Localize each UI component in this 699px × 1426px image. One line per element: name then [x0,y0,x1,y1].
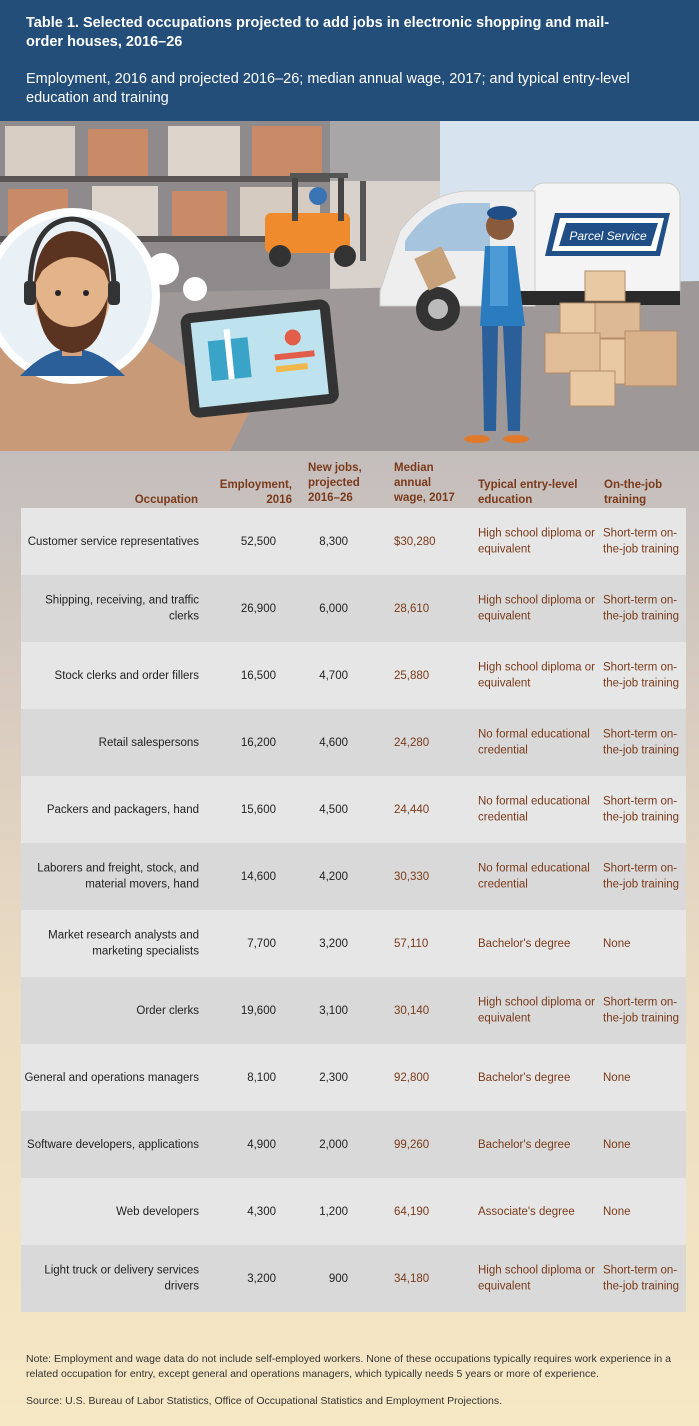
cell-training: Short-term on-the-job training [603,996,680,1025]
col-header-wage: Median annual wage, 2017 [394,462,455,504]
truck-label: Parcel Service [569,229,647,243]
cell-wage: 30,330 [394,870,430,883]
tablet-shopping-icon [180,298,340,418]
table-row [21,1178,686,1245]
cell-wage: 92,800 [394,1071,430,1084]
table-row [21,1111,686,1178]
cell-education: High school diploma or equivalent [478,661,595,690]
cell-occupation: Software developers, applications [27,1138,199,1151]
cell-employment: 3,200 [247,1272,276,1285]
cell-education: Associate's degree [478,1205,575,1218]
cell-new-jobs: 4,700 [319,669,348,682]
cell-new-jobs: 4,500 [319,803,348,816]
cell-training: Short-term on-the-job training [603,594,680,623]
table-row [21,910,686,977]
cell-employment: 15,600 [240,803,276,816]
cell-wage: 34,180 [394,1272,430,1285]
cell-occupation: Stock clerks and order fillers [54,669,199,682]
col-header-occupation: Occupation [134,494,198,506]
cell-employment: 4,300 [247,1205,276,1218]
table-source: Source: U.S. Bureau of Labor Statistics, Office of Occupational Statistics and Employment Projections. [26,1395,503,1407]
cell-education: No formal educational credential [478,862,590,891]
table-note: Note: Employment and wage data do not include self-employed workers. None of these occupations typically requires work experience in a related occupation for entry, except general and operations managers, which typically needs 5 years or more of experience. [26,1353,671,1380]
cell-education: High school diploma or equivalent [478,1264,595,1293]
cell-wage: 99,260 [394,1138,430,1151]
header-banner [0,0,699,121]
cell-training: None [603,1138,631,1151]
cell-education: No formal educational credential [478,728,590,757]
cell-occupation: Customer service representatives [27,535,199,548]
cell-new-jobs: 900 [328,1272,348,1285]
table-row [21,843,686,910]
cell-employment: 16,500 [240,669,276,682]
cell-employment: 4,900 [247,1138,276,1151]
warehouse-illustration [0,121,699,451]
cell-occupation: Retail salespersons [98,736,199,749]
cell-education: High school diploma or equivalent [478,996,595,1025]
cell-education: High school diploma or equivalent [478,527,595,556]
cell-occupation: Web developers [116,1205,199,1218]
cell-employment: 16,200 [240,736,276,749]
cell-new-jobs: 3,100 [319,1004,348,1017]
cell-wage: 24,440 [394,803,430,816]
cell-employment: 7,700 [247,937,276,950]
cell-new-jobs: 6,000 [319,602,348,615]
col-header-employment: Employment, 2016 [219,479,292,506]
table-row [21,575,686,642]
col-header-training: On-the-job training [604,479,663,506]
table-row [21,508,686,575]
table-row [21,709,686,776]
cell-new-jobs: 1,200 [319,1205,348,1218]
cell-training: Short-term on-the-job training [603,1264,680,1293]
cell-employment: 14,600 [240,870,276,883]
col-header-education: Typical entry-level education [478,479,578,506]
cell-training: Short-term on-the-job training [603,862,680,891]
cell-new-jobs: 4,600 [319,736,348,749]
cell-employment: 19,600 [240,1004,276,1017]
cell-training: Short-term on-the-job training [603,661,680,690]
cell-wage: 64,190 [394,1205,430,1218]
cell-training: None [603,1071,631,1084]
cell-new-jobs: 4,200 [319,870,348,883]
table-row [21,977,686,1044]
cell-education: Bachelor's degree [478,1071,571,1084]
cell-education: Bachelor's degree [478,937,571,950]
table-row [21,642,686,709]
cell-training: Short-term on-the-job training [603,795,680,824]
cell-wage: 24,280 [394,736,430,749]
cell-training: None [603,937,631,950]
cell-new-jobs: 2,300 [319,1071,348,1084]
cell-employment: 52,500 [240,535,276,548]
cell-education: High school diploma or equivalent [478,594,595,623]
cell-wage: 25,880 [394,669,430,682]
cell-wage: 30,140 [394,1004,430,1017]
table-row [21,1245,686,1312]
cell-occupation: General and operations managers [24,1071,199,1084]
cell-employment: 8,100 [247,1071,276,1084]
cell-training: None [603,1205,631,1218]
cell-training: Short-term on-the-job training [603,728,680,757]
cell-new-jobs: 3,200 [319,937,348,950]
cell-occupation: Laborers and freight, stock, and material movers, hand [37,862,199,891]
table-row [21,1044,686,1111]
cell-occupation: Packers and packagers, hand [46,803,199,816]
cell-employment: 26,900 [240,602,276,615]
cell-occupation: Market research analysts and marketing specialists [48,929,199,958]
cell-occupation: Light truck or delivery services drivers [44,1264,199,1293]
table-row [21,776,686,843]
col-header-new-jobs: New jobs, projected 2016–26 [308,462,362,504]
cell-training: Short-term on-the-job training [603,527,680,556]
cell-new-jobs: 2,000 [319,1138,348,1151]
occupations-table [21,508,686,1312]
cell-education: No formal educational credential [478,795,590,824]
cell-new-jobs: 8,300 [319,535,348,548]
table-title: Table 1. Selected occupations projected to add jobs in electronic shopping and mail-order houses, 2016–26 [26,15,610,50]
table-subtitle: Employment, 2016 and projected 2016–26; median annual wage, 2017; and typical entry-level education and training [26,71,630,106]
cell-education: Bachelor's degree [478,1138,571,1151]
cell-wage: 57,110 [394,937,429,950]
cell-occupation: Order clerks [136,1004,199,1017]
cell-occupation: Shipping, receiving, and traffic clerks [45,594,199,623]
cell-wage: $30,280 [394,535,436,548]
cell-wage: 28,610 [394,602,430,615]
